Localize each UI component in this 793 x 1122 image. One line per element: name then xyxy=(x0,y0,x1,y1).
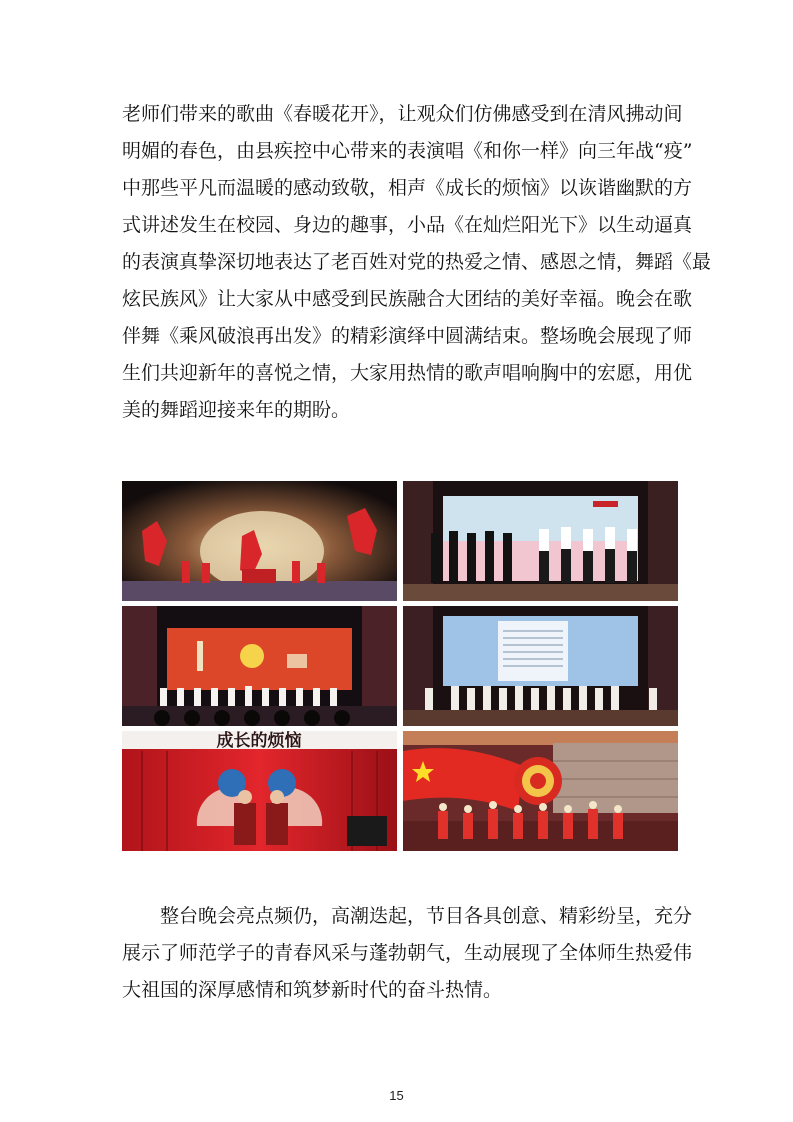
body-paragraph-2 xyxy=(122,898,693,1009)
text-line: 炫民族风》让大家从中感受到民族融合大团结的美好幸福。晚会在歌 xyxy=(122,288,693,310)
photo-group-performance-emblem xyxy=(122,606,397,726)
text-line: 的表演真挚深切地表达了老百姓对党的热爱之情、感恩之情，舞蹈《最 xyxy=(122,251,712,273)
text-line: 伴舞《乘风破浪再出发》的精彩演绎中圆满结束。整场晚会展现了师 xyxy=(122,325,693,347)
text-line: 生们共迎新年的喜悦之情，大家用热情的歌声唱响胸中的宏愿，用优 xyxy=(122,362,693,384)
text-line: 老师们带来的歌曲《春暖花开》，让观众们仿佛感受到在清风拂动间 xyxy=(122,103,683,125)
body-paragraph-1 xyxy=(122,96,712,429)
photo-dance-performance xyxy=(122,481,397,601)
text-line: 式讲述发生在校园、身边的趣事，小品《在灿烂阳光下》以生动逼真 xyxy=(122,214,693,236)
photo-crosstalk-performance xyxy=(122,731,397,851)
text-line: 大祖国的深厚感情和筑梦新时代的奋斗热情。 xyxy=(122,979,503,1001)
photo-ethnic-dance-performance xyxy=(403,731,678,851)
photo-grid xyxy=(122,481,678,851)
photo-recitation-performance xyxy=(403,606,678,726)
text-line: 展示了师范学子的青春风采与蓬勃朝气，生动展现了全体师生热爱伟 xyxy=(122,942,693,964)
photo-choir-performance xyxy=(403,481,678,601)
text-line: 中那些平凡而温暖的感动致敬，相声《成长的烦恼》以诙谐幽默的方 xyxy=(122,177,693,199)
banner-title: 成长的烦恼 xyxy=(216,731,302,751)
text-line: 整台晚会亮点频仍，高潮迭起，节目各具创意、精彩纷呈，充分 xyxy=(160,905,693,927)
page-number: 15 xyxy=(389,1088,404,1103)
text-line: 美的舞蹈迎接来年的期盼。 xyxy=(122,399,351,421)
text-line: 明媚的春色，由县疾控中心带来的表演唱《和你一样》向三年战“疫” xyxy=(122,140,693,162)
